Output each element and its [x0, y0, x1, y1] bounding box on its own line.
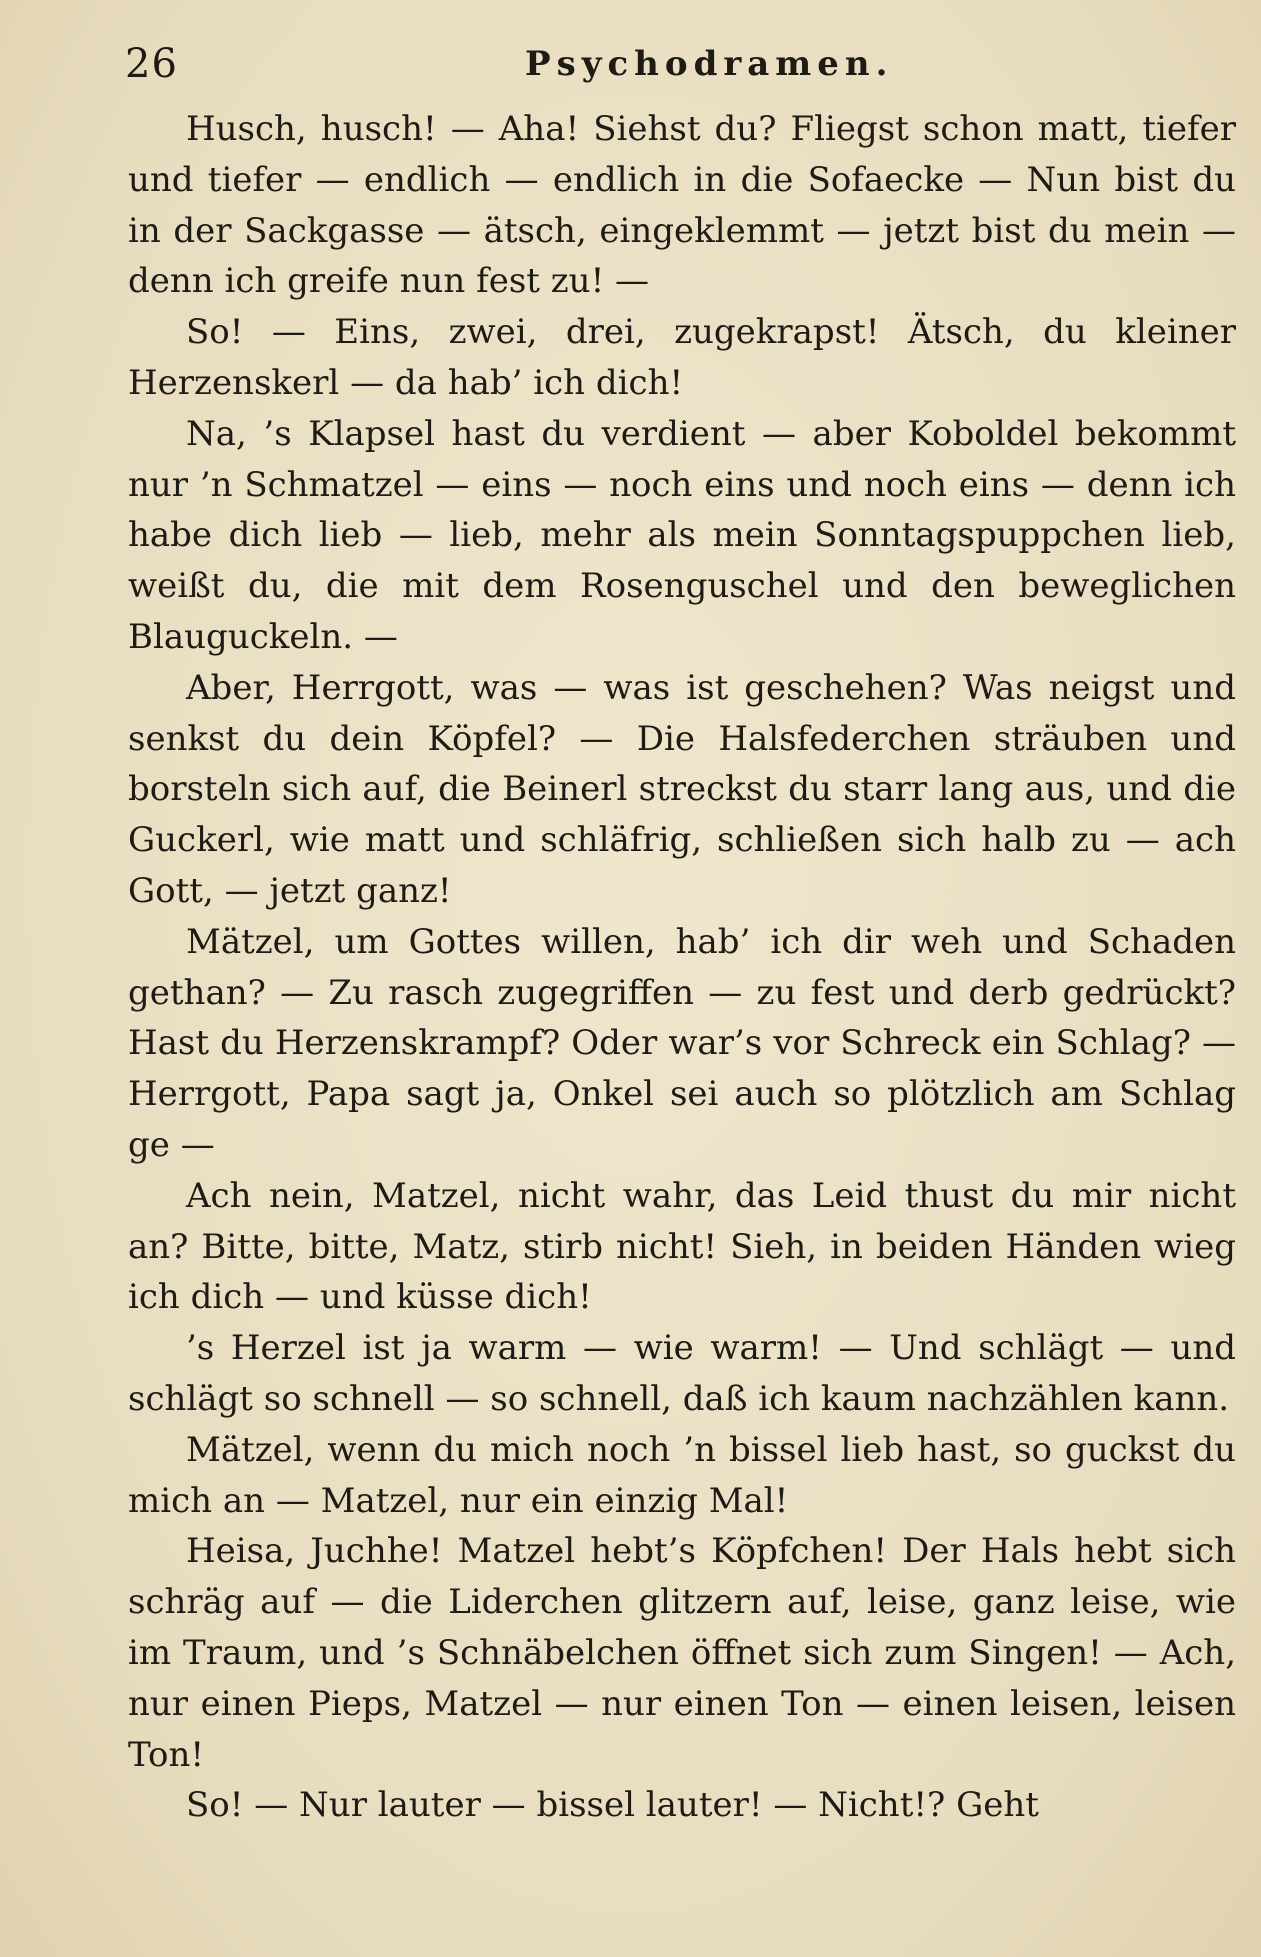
page-number: 26	[125, 41, 178, 87]
running-title: Psychodramen.	[525, 44, 894, 84]
paragraph-9: Heisa, Juchhe! Matzel hebt’s Köpfchen! Der Hals hebt sich schräg auf — die Liderchen glitzern auf, leise, ganz leise, wie im Traum, und ’s Schnäbelchen öffnet sich zum Singen! — Ach, nur einen Pieps, Matzel — nur einen Ton — einen leisen, leisen Ton!	[128, 1531, 1236, 1775]
paragraph-5: Mätzel, um Gottes willen, hab’ ich dir weh und Schaden gethan? — Zu rasch zugegriffen — zu fest und derb gedrückt? Hast du Herzenskrampf? Oder war’s vor Schreck ein Schlag? — Herrgott, Papa sagt ja, Onkel sei auch so plötzlich am Schlag ge —	[128, 921, 1236, 1165]
paragraph-3: Na, ’s Klapsel hast du verdient — aber Koboldel bekommt nur ’n Schmatzel — eins — noch eins und noch eins — denn ich habe dich lieb — lieb, mehr als mein Sonntagspuppchen lieb, weißt du, die mit dem Rosenguschel und den beweglichen Blauguckeln. —	[128, 413, 1236, 657]
page-header	[125, 34, 1235, 94]
paragraph-10: So! — Nur lauter — bissel lauter! — Nicht!? Geht	[186, 1785, 1039, 1826]
paragraph-4: Aber, Herrgott, was — was ist geschehen? Was neigst und senkst du dein Köpfel? — Die Halsfederchen sträuben und borsteln sich auf, die Beinerl streckst du starr lang aus, und die Guckerl, wie matt und schläfrig, schließen sich halb zu — ach Gott, — jetzt ganz!	[128, 667, 1236, 911]
paragraph-8: Mätzel, wenn du mich noch ’n bissel lieb hast, so guckst du mich an — Matzel, nur ein einzig Mal!	[128, 1429, 1236, 1521]
paragraph-1: Husch, husch! — Aha! Siehst du? Fliegst schon matt, tiefer und tiefer — endlich — endlich in die Sofaecke — Nun bist du in der Sackgasse — ätsch, eingeklemmt — jetzt bist du mein — denn ich greife nun fest zu! —	[128, 109, 1236, 302]
paragraph-7: ’s Herzel ist ja warm — wie warm! — Und schlägt — und schlägt so schnell — so schnell, daß ich kaum nachzählen kann.	[128, 1328, 1236, 1419]
paragraph-2: So! — Eins, zwei, drei, zugekrapst! Ätsch, du kleiner Herzenskerl — da hab’ ich dich!	[128, 312, 1236, 403]
paragraph-6: Ach nein, Matzel, nicht wahr, das Leid thust du mir nicht an? Bitte, bitte, Matz, stirb nicht! Sieh, in beiden Händen wieg ich dich — und küsse dich!	[128, 1175, 1236, 1318]
body-text	[128, 104, 1236, 1831]
